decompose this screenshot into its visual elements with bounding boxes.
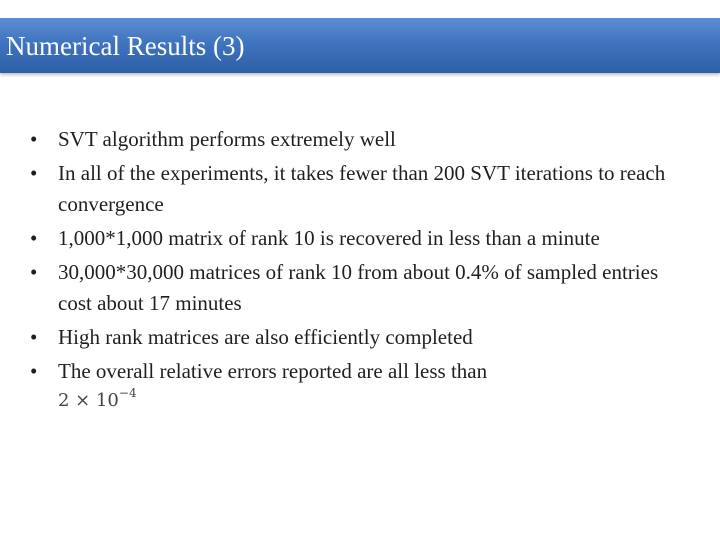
formula-exponent: −4	[118, 386, 137, 400]
bullet-item	[30, 158, 670, 220]
slide-title: Numerical Results (3)	[6, 31, 245, 61]
bullet-icon: •	[30, 260, 38, 284]
bullet-list	[30, 124, 670, 416]
bullet-text: High rank matrices are also efficiently completed	[58, 325, 473, 349]
formula-base: 2 × 10	[58, 390, 119, 411]
bullet-text: SVT algorithm performs extremely well	[58, 127, 396, 151]
error-bound-formula	[58, 386, 670, 413]
bullet-icon: •	[30, 359, 38, 383]
bullet-item	[30, 257, 670, 319]
bullet-icon: •	[30, 226, 38, 250]
bullet-text: 30,000*30,000 matrices of rank 10 from about 0.4% of sampled entries cost about 17 minutes	[58, 260, 659, 315]
bullet-text: 1,000*1,000 matrix of rank 10 is recovered in less than a minute	[58, 226, 600, 250]
bullet-icon: •	[30, 161, 38, 185]
bullet-item	[30, 124, 670, 155]
bullet-icon: •	[30, 127, 38, 151]
bullet-icon: •	[30, 325, 38, 349]
bullet-text: In all of the experiments, it takes fewer than 200 SVT iterations to reach convergence	[58, 161, 666, 216]
bullet-item	[30, 356, 670, 413]
bullet-item	[30, 322, 670, 353]
title-bar	[0, 18, 720, 73]
bullet-text: The overall relative errors reported are all less than	[58, 359, 488, 383]
bullet-item	[30, 223, 670, 254]
